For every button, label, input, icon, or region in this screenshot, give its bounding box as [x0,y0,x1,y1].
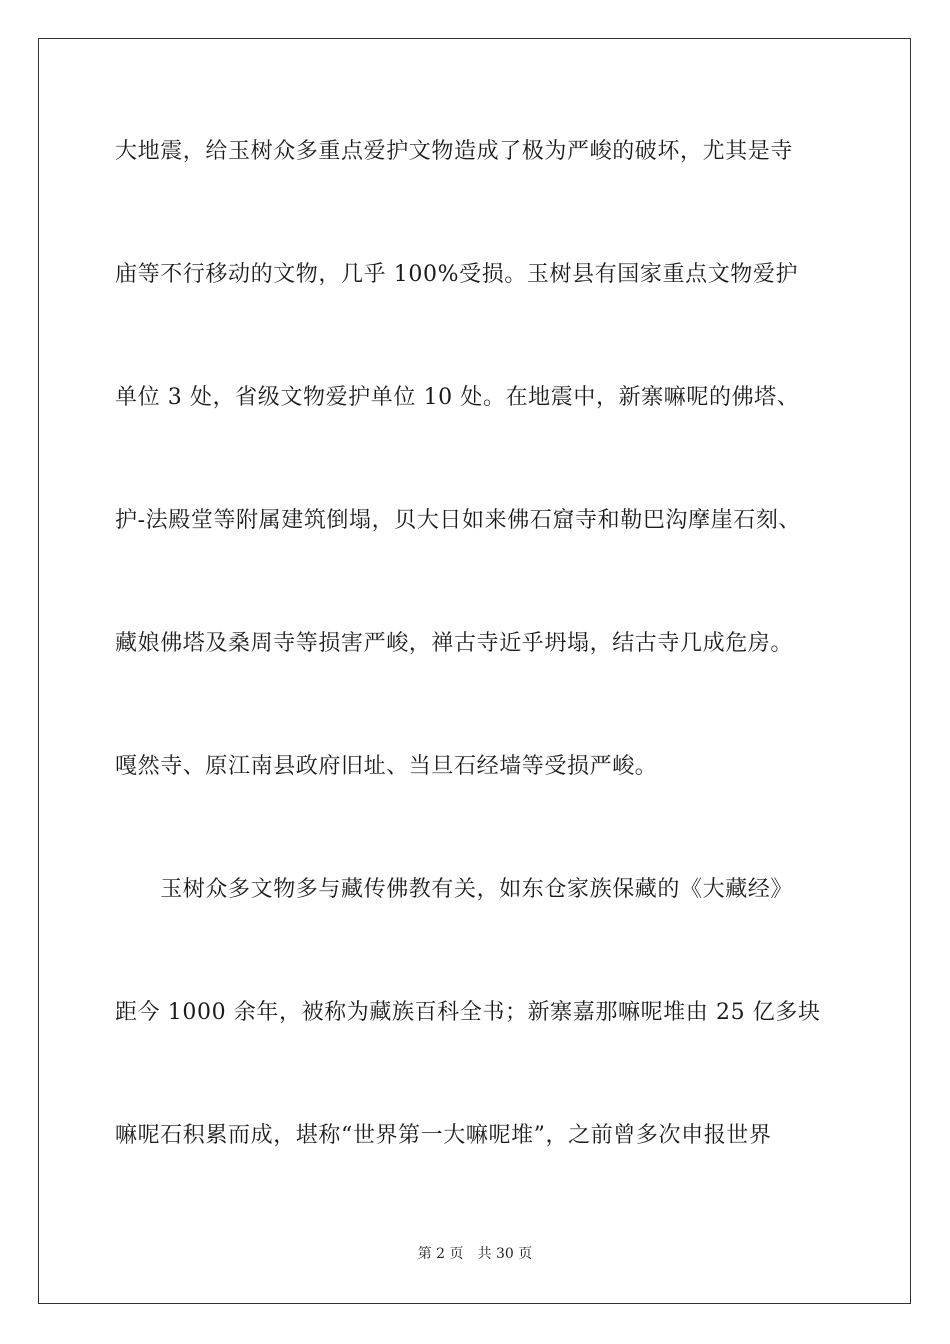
body-text-line: 护-法殿堂等附属建筑倒塌，贝大日如来佛石窟寺和勒巴沟摩崖石刻、 [115,508,802,533]
body-text-line: 藏娘佛塔及桑周寺等损害严峻，禅古寺近乎坍塌，结古寺几成危房。 [115,631,794,656]
body-text-line: 嘎然寺、原江南县政府旧址、当旦石经墙等受损严峻。 [115,754,658,779]
body-text-line: 玉树众多文物多与藏传佛教有关，如东仓家族保藏的《大藏经》 [115,877,794,902]
body-text-line: 庙等不行移动的文物，几乎 100%受损。玉树县有国家重点文物爱护 [115,262,799,287]
body-text-line: 大地震，给玉树众多重点爱护文物造成了极为严峻的破坏，尤其是寺 [115,139,794,164]
body-text-line: 嘛呢石积累而成，堪称“世界第一大嘛呢堆”，之前曾多次申报世界 [115,1123,772,1148]
page-border [38,38,911,1304]
page-total: 共 30 页 [477,1246,533,1262]
body-text-line: 单位 3 处，省级文物爱护单位 10 处。在地震中，新寨嘛呢的佛塔、 [115,385,800,410]
body-text-line: 距今 1000 余年，被称为藏族百科全书；新寨嘉那嘛呢堆由 25 亿多块 [115,1000,821,1025]
page-footer [0,1245,950,1263]
page-number: 第 2 页 [417,1246,464,1262]
